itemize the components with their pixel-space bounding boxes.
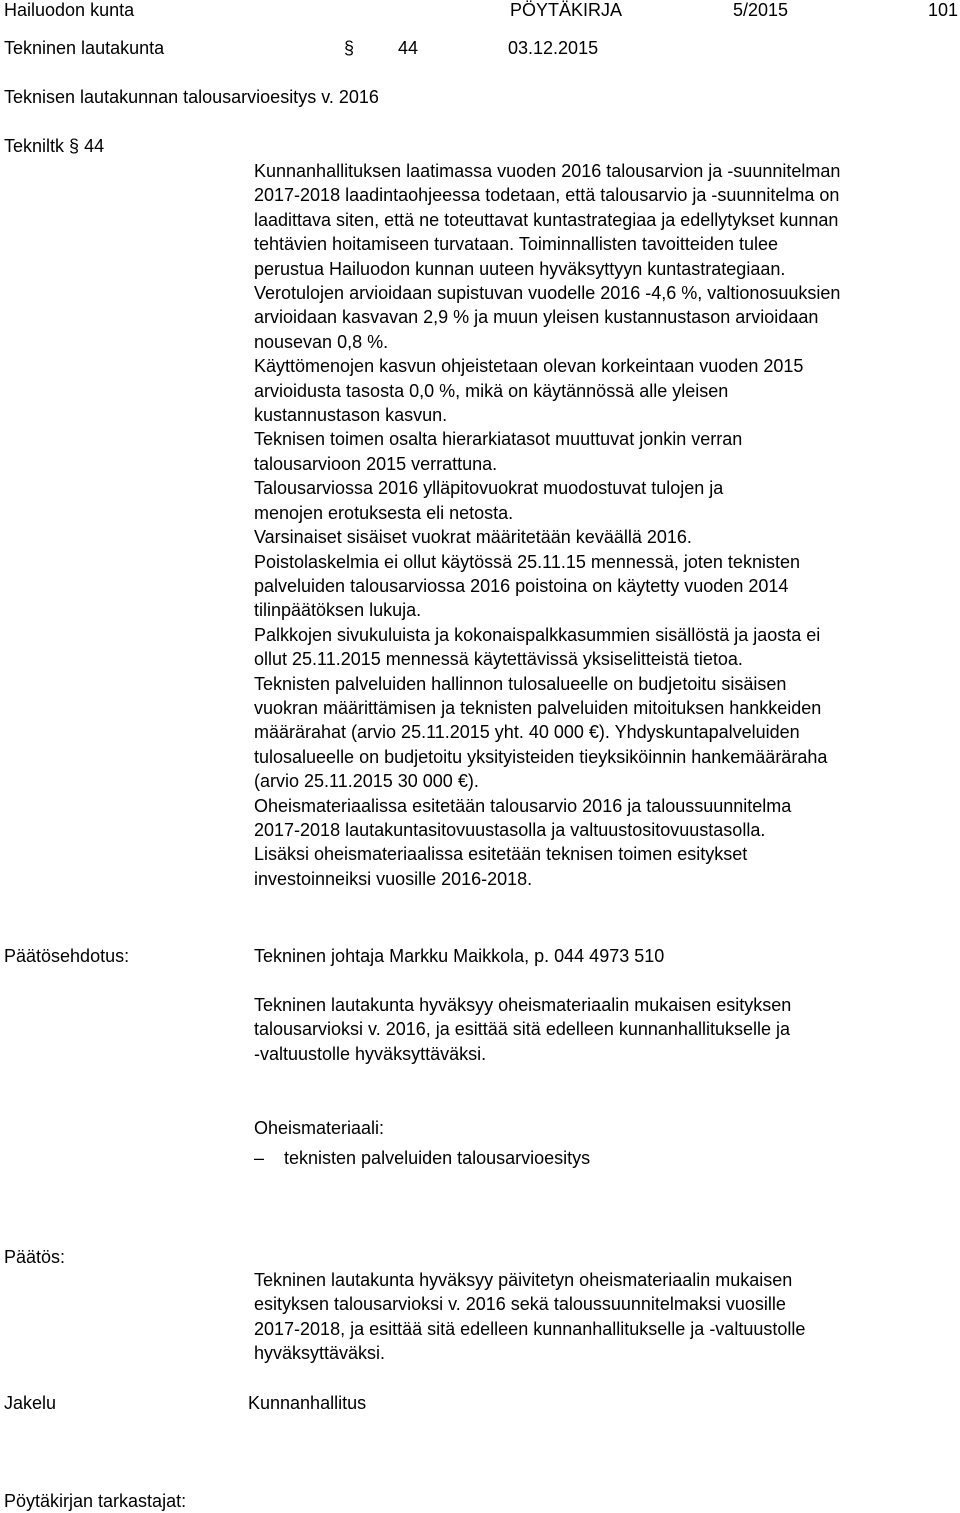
body-line: laadittava siten, että ne toteuttavat kuntastrategiaa ja edellytykset kunnan [254,209,839,230]
header-section-symbol: § [344,38,355,58]
body-line: kustannustason kasvun. [254,405,448,426]
meeting-date: 03.12.2015 [508,38,599,58]
body-line: menojen erotuksesta eli netosta. [254,502,514,523]
body-line: Verotulojen arvioidaan supistuvan vuodelle 2016 -4,6 %, valtionosuuksien [254,283,841,304]
attachments-label: Oheismateriaali: [254,1118,385,1138]
page-number: 101 [928,0,959,20]
attachment-item-label: teknisten palveluiden talousarvioesitys [284,1148,591,1168]
distribution-label: Jakelu [4,1393,57,1413]
body-line: 2017-2018 lautakuntasitovuustasolla ja valtuustositovuustasolla. [254,819,766,840]
body-line: Lisäksi oheismateriaalissa esitetään teknisen toimen esitykset [254,844,748,865]
proposal-label: Päätösehdotus: [4,946,130,966]
decision-line: Tekninen lautakunta hyväksyy päivitetyn oheismateriaalin mukaisen [254,1270,793,1290]
body-line: Oheismateriaalissa esitetään talousarvio 2016 ja taloussuunnitelma [254,795,792,816]
body-line: Talousarviossa 2016 ylläpitovuokrat muodostuvat tulojen ja [254,478,724,499]
proposal-proposer: Tekninen johtaja Markku Maikkola, p. 044 4973 510 [254,946,665,966]
body-line: investoinneiksi vuosille 2016-2018. [254,868,533,889]
dash-bullet-icon: – [254,1148,265,1168]
body-text [254,159,954,891]
proposal-line: Tekninen lautakunta hyväksyy oheismateriaalin mukaisen esityksen [254,995,792,1015]
body-line: Poistolaskelmia ei ollut käytössä 25.11.15 mennessä, joten teknisten [254,551,800,572]
body-line: vuokran määrittämisen ja teknisten palveluiden mitoituksen hankkeiden [254,697,822,718]
body-line: Teknisten palveluiden hallinnon tulosalueelle on budjetoitu sisäisen [254,673,787,694]
body-line: 2017-2018 laadintaohjeessa todetaan, että talousarvio ja -suunnitelma on [254,185,840,206]
reviewers-label: Pöytäkirjan tarkastajat: [4,1491,187,1511]
document-title: Teknisen lautakunnan talousarvioesitys v. 2016 [4,87,379,107]
municipality-name: Hailuodon kunta [4,0,135,20]
decision-line: hyväksyttäväksi. [254,1343,386,1364]
body-line: tilinpäätöksen lukuja. [254,600,422,621]
section-symbol: § [69,136,80,156]
decision-text [254,1268,954,1366]
committee-name: Tekninen lautakunta [4,38,165,58]
proposal-line: talousarvioksi v. 2016, ja esittää sitä edelleen kunnanhallitukselle ja [254,1019,790,1040]
header-section-number: 44 [398,38,419,58]
proposal-line: -valtuustolle hyväksyttäväksi. [254,1043,487,1064]
body-line: Palkkojen sivukuluista ja kokonaispalkkasummien sisällöstä ja jaosta ei [254,624,821,645]
decision-line: esityksen talousarvioksi v. 2016 sekä taloussuunnitelmaksi vuosille [254,1294,786,1315]
body-line: talousarvioon 2015 verrattuna. [254,453,498,474]
document-number: 5/2015 [733,0,789,20]
section-code: Tekniltk [4,136,65,156]
section-reference [4,134,104,158]
body-line: palveluiden talousarviossa 2016 poistoina on käytetty vuoden 2014 [254,575,789,596]
distribution-value: Kunnanhallitus [248,1393,367,1413]
body-line: (arvio 25.11.2015 30 000 €). [254,771,479,792]
body-line: arvioidaan kasvavan 2,9 % ja muun yleisen kustannustason arvioidaan [254,307,819,328]
body-line: määrärahat (arvio 25.11.2015 yht. 40 000 €). Yhdyskuntapalveluiden [254,722,800,743]
body-line: ollut 25.11.2015 mennessä käytettävissä yksiselitteistä tietoa. [254,649,743,670]
body-line: Varsinaiset sisäiset vuokrat määritetään keväällä 2016. [254,527,692,548]
body-line: arvioidusta tasosta 0,0 %, mikä on käytännössä alle yleisen [254,380,729,401]
decision-line: 2017-2018, ja esittää sitä edelleen kunnanhallitukselle ja -valtuustolle [254,1318,806,1339]
decision-label: Päätös: [4,1247,66,1267]
body-line: Teknisen toimen osalta hierarkiatasot muuttuvat jonkin verran [254,429,743,450]
document-type: PÖYTÄKIRJA [510,0,623,20]
body-line: nousevan 0,8 %. [254,331,389,352]
section-number: 44 [84,136,105,156]
body-line: Kunnanhallituksen laatimassa vuoden 2016 talousarvion ja -suunnitelman [254,161,841,181]
body-line: tehtävien hoitamiseen turvataan. Toiminnallisten tavoitteiden tulee [254,234,778,255]
body-line: Käyttömenojen kasvun ohjeistetaan olevan korkeintaan vuoden 2015 [254,356,804,377]
proposal-text [254,993,954,1066]
body-line: perustua Hailuodon kunnan uuteen hyväksyttyyn kuntastrategiaan. [254,258,786,279]
body-line: tulosalueelle on budjetoitu yksityisteiden tieyksiköinnin hankemääräraha [254,746,828,767]
attachment-item [254,1146,590,1170]
